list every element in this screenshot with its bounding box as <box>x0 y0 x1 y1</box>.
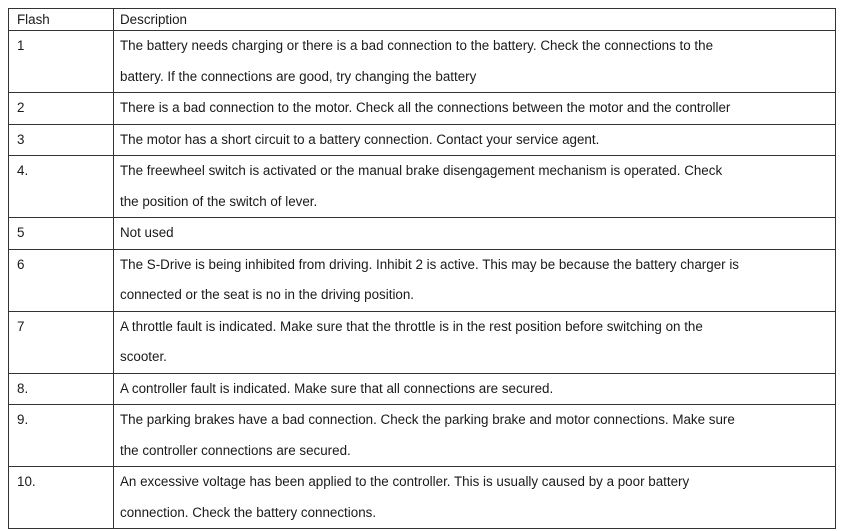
description-line: connection. Check the battery connections. <box>120 504 377 520</box>
table-row <box>9 405 836 467</box>
description-cell <box>114 249 836 311</box>
table-row <box>9 467 836 529</box>
table-row <box>9 93 836 125</box>
description-line: Not used <box>120 225 174 240</box>
description-line: scooter. <box>120 349 167 364</box>
description-cell <box>114 373 836 405</box>
description-line: the controller connections are secured. <box>120 442 351 458</box>
table-row <box>9 124 836 156</box>
table-row <box>9 156 836 218</box>
table-row <box>9 31 836 93</box>
description-line: A controller fault is indicated. Make sure that all connections are secured. <box>120 380 554 396</box>
description-cell <box>114 156 836 218</box>
table-row <box>9 249 836 311</box>
description-line: The battery needs charging or there is a bad connection to the battery. Check the connections to the <box>120 38 714 53</box>
flash-code: 1 <box>9 31 114 93</box>
description-line: An excessive voltage has been applied to the controller. This is usually caused by a poor battery <box>120 474 690 489</box>
description-cell <box>114 405 836 467</box>
header-flash: Flash <box>9 9 114 31</box>
description-line: connected or the seat is no in the driving position. <box>120 287 415 302</box>
flash-code: 9. <box>9 405 114 467</box>
description-cell <box>114 467 836 529</box>
header-description: Description <box>114 9 836 31</box>
description-cell <box>114 124 836 156</box>
flash-code-table <box>8 8 836 529</box>
flash-code: 5 <box>9 218 114 250</box>
description-line: battery. If the connections are good, try changing the battery <box>120 68 477 84</box>
description-line: A throttle fault is indicated. Make sure that the throttle is in the rest position before switching on the <box>120 318 703 334</box>
description-line: the position of the switch of lever. <box>120 193 318 209</box>
flash-code: 4. <box>9 156 114 218</box>
flash-code: 8. <box>9 373 114 405</box>
description-line: There is a bad connection to the motor. Check all the connections between the motor and the controller <box>120 100 731 115</box>
flash-code: 10. <box>9 467 114 529</box>
flash-code: 6 <box>9 249 114 311</box>
flash-code: 2 <box>9 93 114 125</box>
description-cell <box>114 31 836 93</box>
table-row <box>9 218 836 250</box>
description-line: The freewheel switch is activated or the manual brake disengagement mechanism is operated. Check <box>120 163 723 178</box>
description-line: The parking brakes have a bad connection. Check the parking brake and motor connections. Make sure <box>120 412 735 427</box>
description-cell <box>114 93 836 125</box>
flash-code: 3 <box>9 124 114 156</box>
description-line: The S-Drive is being inhibited from driving. Inhibit 2 is active. This may be because the battery charger is <box>120 256 739 272</box>
table-header-row <box>9 9 836 31</box>
description-cell <box>114 218 836 250</box>
description-line: The motor has a short circuit to a battery connection. Contact your service agent. <box>120 131 600 147</box>
table-row <box>9 311 836 373</box>
table-row <box>9 373 836 405</box>
flash-code: 7 <box>9 311 114 373</box>
description-cell <box>114 311 836 373</box>
